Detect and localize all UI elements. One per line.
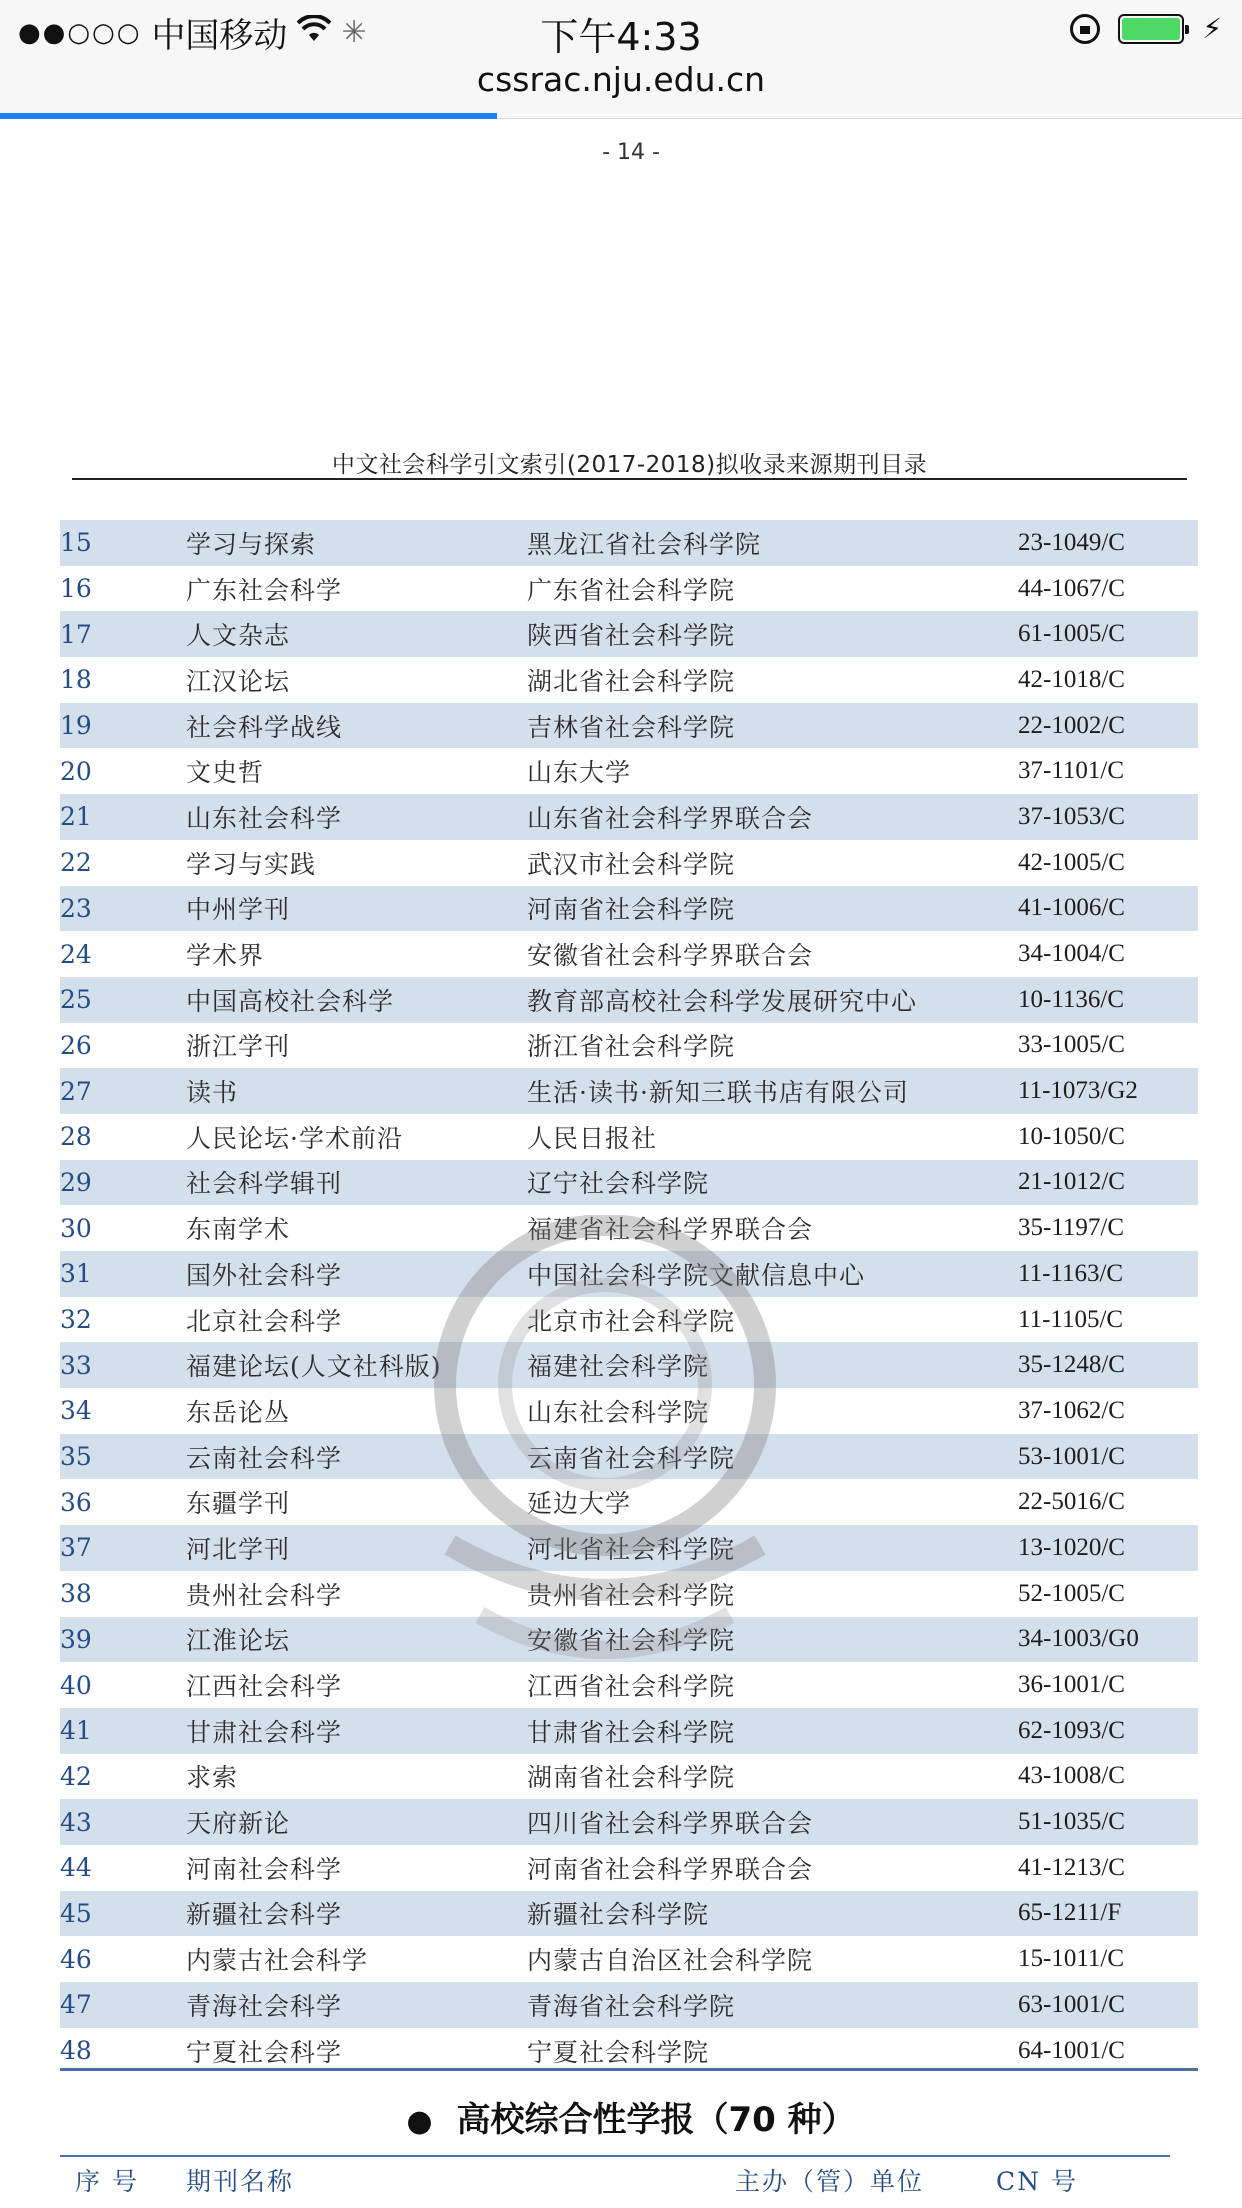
organization: 延边大学 bbox=[527, 1489, 632, 1519]
row-number: 42 bbox=[60, 1761, 92, 1791]
cn-code: 37-1101/C bbox=[1018, 757, 1125, 785]
row-number: 20 bbox=[60, 756, 92, 786]
cn-code: 53-1001/C bbox=[1018, 1434, 1198, 1480]
row-number: 40 bbox=[60, 1670, 92, 1700]
status-right bbox=[1070, 12, 1222, 45]
table-row bbox=[60, 1982, 1198, 2028]
row-number: 26 bbox=[60, 1030, 92, 1060]
signal-strength-icon: ●●○○○ bbox=[18, 17, 142, 48]
page-header-title: 中文社会科学引文索引(2017-2018)拟收录来源期刊目录 bbox=[331, 452, 928, 478]
organization: 河北省社会科学院 bbox=[527, 1525, 1018, 1571]
journal-name: 中州学刊 bbox=[186, 886, 527, 932]
cn-code: 13-1020/C bbox=[1018, 1525, 1198, 1571]
organization: 山东省社会科学界联合会 bbox=[527, 794, 1018, 840]
table-row bbox=[60, 1662, 1198, 1708]
journal-name: 社会科学辑刊 bbox=[186, 1160, 527, 1206]
cn-code: 44-1067/C bbox=[1018, 574, 1125, 602]
row-number: 36 bbox=[60, 1487, 92, 1517]
journal-name: 河南社会科学 bbox=[186, 1854, 343, 1884]
row-number: 24 bbox=[60, 939, 92, 969]
row-number: 43 bbox=[60, 1799, 186, 1845]
journal-name: 人民论坛·学术前沿 bbox=[186, 1123, 403, 1153]
cn-code: 15-1011/C bbox=[1018, 1945, 1125, 1973]
col-header-cn: CN 号 bbox=[996, 2167, 1078, 2196]
table-row bbox=[60, 1479, 1198, 1525]
organization: 山东大学 bbox=[527, 758, 632, 788]
row-number: 38 bbox=[60, 1579, 92, 1609]
organization: 内蒙古自治区社会科学院 bbox=[527, 1946, 814, 1976]
journal-name: 东南学术 bbox=[186, 1215, 291, 1245]
cn-code: 23-1049/C bbox=[1018, 520, 1198, 566]
rotation-lock-icon bbox=[1070, 14, 1100, 44]
organization: 浙江省社会科学院 bbox=[527, 1032, 736, 1062]
row-number: 46 bbox=[60, 1944, 92, 1974]
row-number: 44 bbox=[60, 1853, 92, 1883]
cn-code: 62-1093/C bbox=[1018, 1708, 1198, 1754]
table-row bbox=[60, 1160, 1198, 1206]
journal-name: 社会科学战线 bbox=[186, 703, 527, 749]
row-number: 33 bbox=[60, 1342, 186, 1388]
journal-name: 江汉论坛 bbox=[186, 666, 291, 696]
cn-code: 43-1008/C bbox=[1018, 1762, 1125, 1790]
journal-name: 江淮论坛 bbox=[186, 1617, 527, 1663]
table-row bbox=[60, 794, 1198, 840]
cn-code: 41-1006/C bbox=[1018, 886, 1198, 932]
cn-code: 11-1105/C bbox=[1018, 1305, 1124, 1333]
organization: 河南省社会科学界联合会 bbox=[527, 1854, 814, 1884]
organization: 新疆社会科学院 bbox=[527, 1891, 1018, 1937]
organization: 福建社会科学院 bbox=[527, 1342, 1018, 1388]
journal-name: 山东社会科学 bbox=[186, 794, 527, 840]
table-row bbox=[60, 566, 1198, 612]
journal-name: 文史哲 bbox=[186, 758, 265, 788]
cn-code: 37-1062/C bbox=[1018, 1396, 1125, 1424]
table-row bbox=[60, 1571, 1198, 1617]
organization: 宁夏社会科学院 bbox=[527, 2037, 710, 2067]
organization: 黑龙江省社会科学院 bbox=[527, 520, 1018, 566]
table-row bbox=[60, 520, 1198, 566]
cn-code: 11-1073/G2 bbox=[1018, 1068, 1198, 1114]
cn-code: 63-1001/C bbox=[1018, 1982, 1198, 2028]
cn-code: 33-1005/C bbox=[1018, 1031, 1125, 1059]
table-bottom-rule bbox=[60, 2068, 1198, 2071]
journal-name: 青海社会科学 bbox=[186, 1982, 527, 2028]
row-number: 17 bbox=[60, 611, 186, 657]
row-number: 28 bbox=[60, 1122, 92, 1152]
row-number: 39 bbox=[60, 1617, 186, 1663]
table-row bbox=[60, 931, 1198, 977]
cn-code: 42-1005/C bbox=[1018, 848, 1125, 876]
column-headers bbox=[0, 2162, 1242, 2202]
organization: 安徽省社会科学界联合会 bbox=[527, 941, 814, 971]
journal-name: 甘肃社会科学 bbox=[186, 1708, 527, 1754]
journal-name: 国外社会科学 bbox=[186, 1251, 527, 1297]
organization: 教育部高校社会科学发展研究中心 bbox=[527, 977, 1018, 1023]
cn-code: 34-1003/G0 bbox=[1018, 1617, 1198, 1663]
table-row bbox=[60, 1388, 1198, 1434]
cn-code: 42-1018/C bbox=[1018, 665, 1125, 693]
organization: 贵州省社会科学院 bbox=[527, 1580, 736, 1610]
cn-code: 41-1213/C bbox=[1018, 1853, 1125, 1881]
journal-name: 天府新论 bbox=[186, 1799, 527, 1845]
section-heading-text: 高校综合性学报（70 种） bbox=[456, 2100, 856, 2140]
col-header-journal-name: 期刊名称 bbox=[186, 2167, 295, 2196]
table-row bbox=[60, 1525, 1198, 1571]
table-row bbox=[60, 1068, 1198, 1114]
organization: 武汉市社会科学院 bbox=[527, 849, 736, 879]
cn-code: 52-1005/C bbox=[1018, 1579, 1125, 1607]
journal-name: 新疆社会科学 bbox=[186, 1891, 527, 1937]
organization: 湖北省社会科学院 bbox=[527, 666, 736, 696]
column-header-rule bbox=[60, 2155, 1170, 2157]
table-row bbox=[60, 1205, 1198, 1251]
cn-code: 51-1035/C bbox=[1018, 1799, 1198, 1845]
organization: 湖南省社会科学院 bbox=[527, 1763, 736, 1793]
cn-code: 64-1001/C bbox=[1018, 2036, 1125, 2064]
cn-code: 10-1136/C bbox=[1018, 977, 1198, 1023]
table-row bbox=[60, 977, 1198, 1023]
row-number: 34 bbox=[60, 1396, 92, 1426]
journal-name: 学术界 bbox=[186, 941, 265, 971]
bullet-icon: ● bbox=[406, 2104, 433, 2139]
journal-name: 人文杂志 bbox=[186, 611, 527, 657]
journal-name: 江西社会科学 bbox=[186, 1672, 343, 1702]
cn-code: 37-1053/C bbox=[1018, 794, 1198, 840]
row-number: 45 bbox=[60, 1891, 186, 1937]
journal-name: 学习与探索 bbox=[186, 520, 527, 566]
organization: 安徽省社会科学院 bbox=[527, 1617, 1018, 1663]
battery-icon bbox=[1118, 14, 1184, 44]
journal-name: 求索 bbox=[186, 1763, 239, 1793]
organization: 吉林省社会科学院 bbox=[527, 703, 1018, 749]
col-header-number: 序 号 bbox=[75, 2167, 139, 2196]
table-row bbox=[60, 2028, 1198, 2074]
table-row bbox=[60, 1023, 1198, 1069]
row-number: 47 bbox=[60, 1982, 186, 2028]
journal-name: 学习与实践 bbox=[186, 849, 317, 879]
table-row bbox=[60, 748, 1198, 794]
journal-name: 东疆学刊 bbox=[186, 1489, 291, 1519]
table-row bbox=[60, 840, 1198, 886]
row-number: 31 bbox=[60, 1251, 186, 1297]
journal-name: 云南社会科学 bbox=[186, 1434, 527, 1480]
organization: 青海省社会科学院 bbox=[527, 1982, 1018, 2028]
organization: 山东社会科学院 bbox=[527, 1397, 710, 1427]
loading-spinner-icon: ✳ bbox=[341, 15, 367, 50]
table-row bbox=[60, 1251, 1198, 1297]
cn-code: 22-5016/C bbox=[1018, 1488, 1125, 1516]
table-row bbox=[60, 886, 1198, 932]
row-number: 27 bbox=[60, 1068, 186, 1114]
organization: 福建省社会科学界联合会 bbox=[527, 1215, 814, 1245]
page-load-progress bbox=[0, 113, 497, 119]
table-row bbox=[60, 1708, 1198, 1754]
organization: 生活·读书·新知三联书店有限公司 bbox=[527, 1068, 1018, 1114]
organization: 河南省社会科学院 bbox=[527, 886, 1018, 932]
organization: 人民日报社 bbox=[527, 1123, 658, 1153]
cn-code: 21-1012/C bbox=[1018, 1160, 1198, 1206]
organization: 江西省社会科学院 bbox=[527, 1672, 736, 1702]
row-number: 19 bbox=[60, 703, 186, 749]
table-row bbox=[60, 1845, 1198, 1891]
journal-name: 河北学刊 bbox=[186, 1525, 527, 1571]
cn-code: 35-1197/C bbox=[1018, 1214, 1125, 1242]
organization: 云南省社会科学院 bbox=[527, 1434, 1018, 1480]
col-header-organization: 主办（管）单位 bbox=[735, 2167, 925, 2196]
table-row bbox=[60, 1434, 1198, 1480]
table-row bbox=[60, 1297, 1198, 1343]
journal-name: 中国高校社会科学 bbox=[186, 977, 527, 1023]
journal-name: 宁夏社会科学 bbox=[186, 2037, 343, 2067]
table-row bbox=[60, 703, 1198, 749]
row-number: 30 bbox=[60, 1213, 92, 1243]
header-divider bbox=[72, 478, 1187, 480]
table-row bbox=[60, 1891, 1198, 1937]
row-number: 16 bbox=[60, 574, 92, 604]
organization: 四川省社会科学界联合会 bbox=[527, 1799, 1018, 1845]
organization: 陕西省社会科学院 bbox=[527, 611, 1018, 657]
journal-name: 内蒙古社会科学 bbox=[186, 1946, 369, 1976]
row-number: 37 bbox=[60, 1525, 186, 1571]
cn-code: 11-1163/C bbox=[1018, 1251, 1198, 1297]
table-row bbox=[60, 1936, 1198, 1982]
status-bar bbox=[0, 0, 1242, 60]
row-number: 32 bbox=[60, 1305, 92, 1335]
row-number: 15 bbox=[60, 520, 186, 566]
organization: 甘肃省社会科学院 bbox=[527, 1708, 1018, 1754]
table-row bbox=[60, 657, 1198, 703]
cn-code: 22-1002/C bbox=[1018, 703, 1198, 749]
cn-code: 35-1248/C bbox=[1018, 1342, 1198, 1388]
row-number: 25 bbox=[60, 977, 186, 1023]
organization: 广东省社会科学院 bbox=[527, 575, 736, 605]
carrier-name: 中国移动 bbox=[151, 16, 288, 56]
table-row bbox=[60, 1114, 1198, 1160]
journal-name: 广东社会科学 bbox=[186, 575, 343, 605]
journal-name: 浙江学刊 bbox=[186, 1032, 291, 1062]
address-bar[interactable] bbox=[0, 60, 1242, 119]
row-number: 23 bbox=[60, 886, 186, 932]
clock: 下午4:33 bbox=[540, 15, 702, 59]
row-number: 29 bbox=[60, 1160, 186, 1206]
page-number: - 14 - bbox=[602, 140, 660, 165]
journal-table bbox=[60, 520, 1198, 2073]
table-row bbox=[60, 611, 1198, 657]
journal-name: 福建论坛(人文社科版) bbox=[186, 1342, 527, 1388]
organization: 北京市社会科学院 bbox=[527, 1306, 736, 1336]
cn-code: 34-1004/C bbox=[1018, 940, 1125, 968]
organization: 辽宁社会科学院 bbox=[527, 1160, 1018, 1206]
journal-name: 贵州社会科学 bbox=[186, 1580, 343, 1610]
table-row bbox=[60, 1617, 1198, 1663]
table-row bbox=[60, 1754, 1198, 1800]
organization: 中国社会科学院文献信息中心 bbox=[527, 1251, 1018, 1297]
cn-code: 61-1005/C bbox=[1018, 611, 1198, 657]
row-number: 18 bbox=[60, 665, 92, 695]
cn-code: 36-1001/C bbox=[1018, 1671, 1125, 1699]
journal-name: 北京社会科学 bbox=[186, 1306, 343, 1336]
table-row bbox=[60, 1342, 1198, 1388]
section-heading bbox=[0, 2092, 1242, 2141]
cn-code: 65-1211/F bbox=[1018, 1891, 1198, 1937]
journal-name: 读书 bbox=[186, 1068, 527, 1114]
row-number: 41 bbox=[60, 1708, 186, 1754]
url-text[interactable]: cssrac.nju.edu.cn bbox=[476, 60, 766, 99]
table-row bbox=[60, 1799, 1198, 1845]
row-number: 48 bbox=[60, 2036, 92, 2066]
charging-bolt-icon: ⚡ bbox=[1202, 12, 1222, 45]
journal-name: 东岳论丛 bbox=[186, 1397, 291, 1427]
cn-code: 10-1050/C bbox=[1018, 1122, 1125, 1150]
row-number: 35 bbox=[60, 1434, 186, 1480]
row-number: 21 bbox=[60, 794, 186, 840]
row-number: 22 bbox=[60, 848, 92, 878]
